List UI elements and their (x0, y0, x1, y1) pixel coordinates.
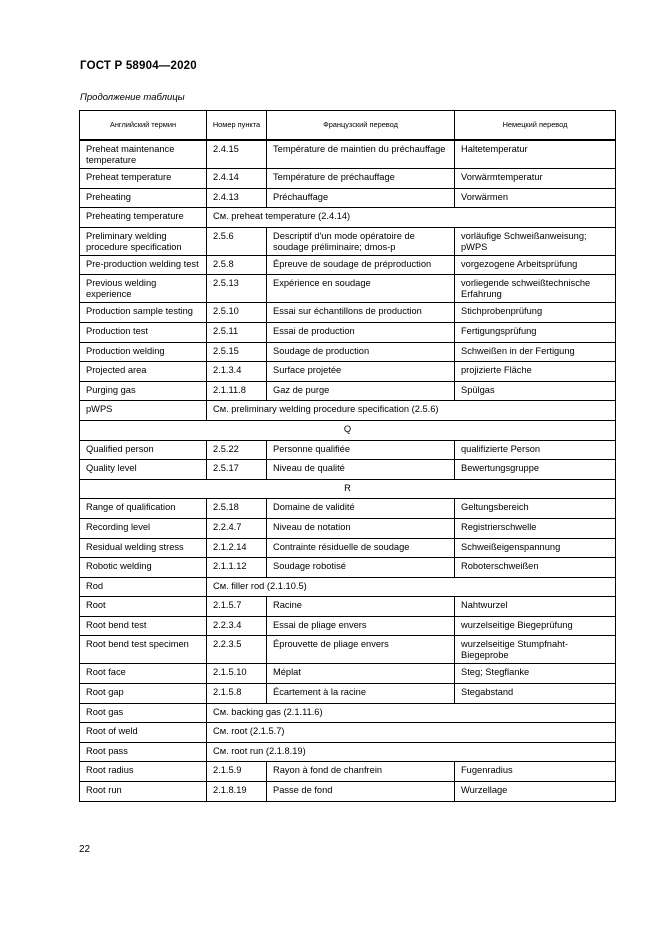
column-header-french: Французский перевод (267, 111, 455, 141)
table-row (80, 703, 616, 723)
french-term: Niveau de notation (267, 518, 455, 538)
german-term: qualifizierte Person (455, 440, 616, 460)
english-term: Root radius (80, 762, 207, 782)
terminology-table (79, 110, 616, 802)
french-term: Gaz de purge (267, 381, 455, 401)
french-term: Domaine de validité (267, 499, 455, 519)
english-term: Root face (80, 664, 207, 684)
french-term: Soudage robotisé (267, 558, 455, 578)
german-term: Haltetemperatur (455, 140, 616, 169)
german-term: Schweißeigenspannung (455, 538, 616, 558)
cross-reference: См. root run (2.1.8.19) (207, 742, 616, 762)
french-term: Essai sur échantillons de production (267, 303, 455, 323)
table-row (80, 664, 616, 684)
english-term: Root gap (80, 684, 207, 704)
german-term: Stichprobenprüfung (455, 303, 616, 323)
french-term: Contrainte résiduelle de soudage (267, 538, 455, 558)
english-term: Quality level (80, 460, 207, 480)
table-row (80, 597, 616, 617)
table-row (80, 577, 616, 597)
german-term: Vorwärmtemperatur (455, 169, 616, 189)
english-term: Production test (80, 322, 207, 342)
german-term: wurzelseitige Biegeprüfung (455, 616, 616, 636)
clause-number: 2.5.18 (207, 499, 267, 519)
table-row (80, 762, 616, 782)
clause-number: 2.5.10 (207, 303, 267, 323)
english-term: Production welding (80, 342, 207, 362)
table-row (80, 636, 616, 664)
english-term: Preheating (80, 188, 207, 208)
clause-number: 2.1.11.8 (207, 381, 267, 401)
french-term: Épreuve de soudage de préproduction (267, 255, 455, 275)
table-row (80, 538, 616, 558)
english-term: Production sample testing (80, 303, 207, 323)
french-term: Essai de production (267, 322, 455, 342)
clause-number: 2.5.15 (207, 342, 267, 362)
table-body (80, 140, 616, 801)
french-term: Température de préchauffage (267, 169, 455, 189)
clause-number: 2.1.5.10 (207, 664, 267, 684)
french-term: Température de maintien du préchauffage (267, 140, 455, 169)
table-row (80, 275, 616, 303)
table-row (80, 440, 616, 460)
table-row (80, 169, 616, 189)
clause-number: 2.2.4.7 (207, 518, 267, 538)
cross-reference: См. preliminary welding procedure specification (2.5.6) (207, 401, 616, 421)
french-term: Écartement à la racine (267, 684, 455, 704)
german-term: vorliegende schweißtechnische Erfahrung (455, 275, 616, 303)
table-row (80, 558, 616, 578)
english-term: Previous welding experience (80, 275, 207, 303)
french-term: Essai de pliage envers (267, 616, 455, 636)
column-header-number: Номер пункта (207, 111, 267, 141)
cross-reference: См. root (2.1.5.7) (207, 723, 616, 743)
letter-section-row (80, 479, 616, 499)
section-letter: R (80, 479, 616, 499)
table-row (80, 684, 616, 704)
german-term: Fertigungsprüfung (455, 322, 616, 342)
clause-number: 2.2.3.5 (207, 636, 267, 664)
table-row (80, 616, 616, 636)
french-term: Passe de fond (267, 782, 455, 802)
table-row (80, 255, 616, 275)
french-term: Préchauffage (267, 188, 455, 208)
clause-number: 2.4.14 (207, 169, 267, 189)
english-term: Root of weld (80, 723, 207, 743)
clause-number: 2.1.5.9 (207, 762, 267, 782)
clause-number: 2.5.8 (207, 255, 267, 275)
clause-number: 2.5.22 (207, 440, 267, 460)
clause-number: 2.2.3.4 (207, 616, 267, 636)
english-term: Preliminary welding procedure specification (80, 227, 207, 255)
english-term: Root run (80, 782, 207, 802)
clause-number: 2.1.1.12 (207, 558, 267, 578)
english-term: Recording level (80, 518, 207, 538)
cross-reference: См. preheat temperature (2.4.14) (207, 208, 616, 228)
english-term: Root (80, 597, 207, 617)
english-term: Root gas (80, 703, 207, 723)
german-term: Vorwärmen (455, 188, 616, 208)
section-letter: Q (80, 420, 616, 440)
english-term: Residual welding stress (80, 538, 207, 558)
table-row (80, 381, 616, 401)
german-term: Stegabstand (455, 684, 616, 704)
english-term: Preheat maintenance temperature (80, 140, 207, 169)
english-term: Root bend test specimen (80, 636, 207, 664)
english-term: Preheating temperature (80, 208, 207, 228)
english-term: Rod (80, 577, 207, 597)
german-term: Schweißen in der Fertigung (455, 342, 616, 362)
english-term: Projected area (80, 362, 207, 382)
clause-number: 2.1.8.19 (207, 782, 267, 802)
page-number: 22 (79, 844, 91, 855)
german-term: Wurzellage (455, 782, 616, 802)
clause-number: 2.1.3.4 (207, 362, 267, 382)
german-term: vorläufige Schweißanweisung; pWPS (455, 227, 616, 255)
french-term: Méplat (267, 664, 455, 684)
english-term: Root pass (80, 742, 207, 762)
french-term: Rayon à fond de chanfrein (267, 762, 455, 782)
table-row (80, 362, 616, 382)
german-term: projizierte Fläche (455, 362, 616, 382)
german-term: Nahtwurzel (455, 597, 616, 617)
table-row (80, 742, 616, 762)
table-row (80, 401, 616, 421)
clause-number: 2.1.5.7 (207, 597, 267, 617)
german-term: Geltungsbereich (455, 499, 616, 519)
german-term: Roboterschweißen (455, 558, 616, 578)
clause-number: 2.4.13 (207, 188, 267, 208)
cross-reference: См. backing gas (2.1.11.6) (207, 703, 616, 723)
clause-number: 2.4.15 (207, 140, 267, 169)
english-term: Root bend test (80, 616, 207, 636)
french-term: Racine (267, 597, 455, 617)
clause-number: 2.1.5.8 (207, 684, 267, 704)
table-row (80, 518, 616, 538)
german-term: Spülgas (455, 381, 616, 401)
table-row (80, 460, 616, 480)
letter-section-row (80, 420, 616, 440)
german-term: Steg; Stegflanke (455, 664, 616, 684)
french-term: Expérience en soudage (267, 275, 455, 303)
german-term: Bewertungsgruppe (455, 460, 616, 480)
table-row (80, 342, 616, 362)
clause-number: 2.5.17 (207, 460, 267, 480)
english-term: pWPS (80, 401, 207, 421)
column-header-english: Английский термин (80, 111, 207, 141)
table-continuation-note: Продолжение таблицы (80, 92, 185, 103)
table-row (80, 188, 616, 208)
clause-number: 2.5.13 (207, 275, 267, 303)
english-term: Robotic welding (80, 558, 207, 578)
table-row (80, 303, 616, 323)
table-row (80, 723, 616, 743)
table-header (80, 111, 616, 141)
clause-number: 2.5.11 (207, 322, 267, 342)
table-row (80, 140, 616, 169)
french-term: Éprouvette de pliage envers (267, 636, 455, 664)
german-term: vorgezogene Arbeitsprüfung (455, 255, 616, 275)
cross-reference: См. filler rod (2.1.10.5) (207, 577, 616, 597)
table-row (80, 499, 616, 519)
clause-number: 2.5.6 (207, 227, 267, 255)
german-term: wurzelseitige Stumpfnaht-Biegeprobe (455, 636, 616, 664)
table-row (80, 227, 616, 255)
french-term: Personne qualifiée (267, 440, 455, 460)
table-row (80, 208, 616, 228)
english-term: Qualified person (80, 440, 207, 460)
english-term: Preheat temperature (80, 169, 207, 189)
english-term: Purging gas (80, 381, 207, 401)
table-row (80, 782, 616, 802)
column-header-german: Немецкий перевод (455, 111, 616, 141)
german-term: Fugenradius (455, 762, 616, 782)
english-term: Pre-production welding test (80, 255, 207, 275)
clause-number: 2.1.2.14 (207, 538, 267, 558)
french-term: Niveau de qualité (267, 460, 455, 480)
french-term: Soudage de production (267, 342, 455, 362)
french-term: Surface projetée (267, 362, 455, 382)
english-term: Range of qualification (80, 499, 207, 519)
german-term: Registrierschwelle (455, 518, 616, 538)
document-title: ГОСТ Р 58904—2020 (80, 60, 197, 72)
table-row (80, 322, 616, 342)
french-term: Descriptif d'un mode opératoire de soudage préliminaire; dmos-p (267, 227, 455, 255)
